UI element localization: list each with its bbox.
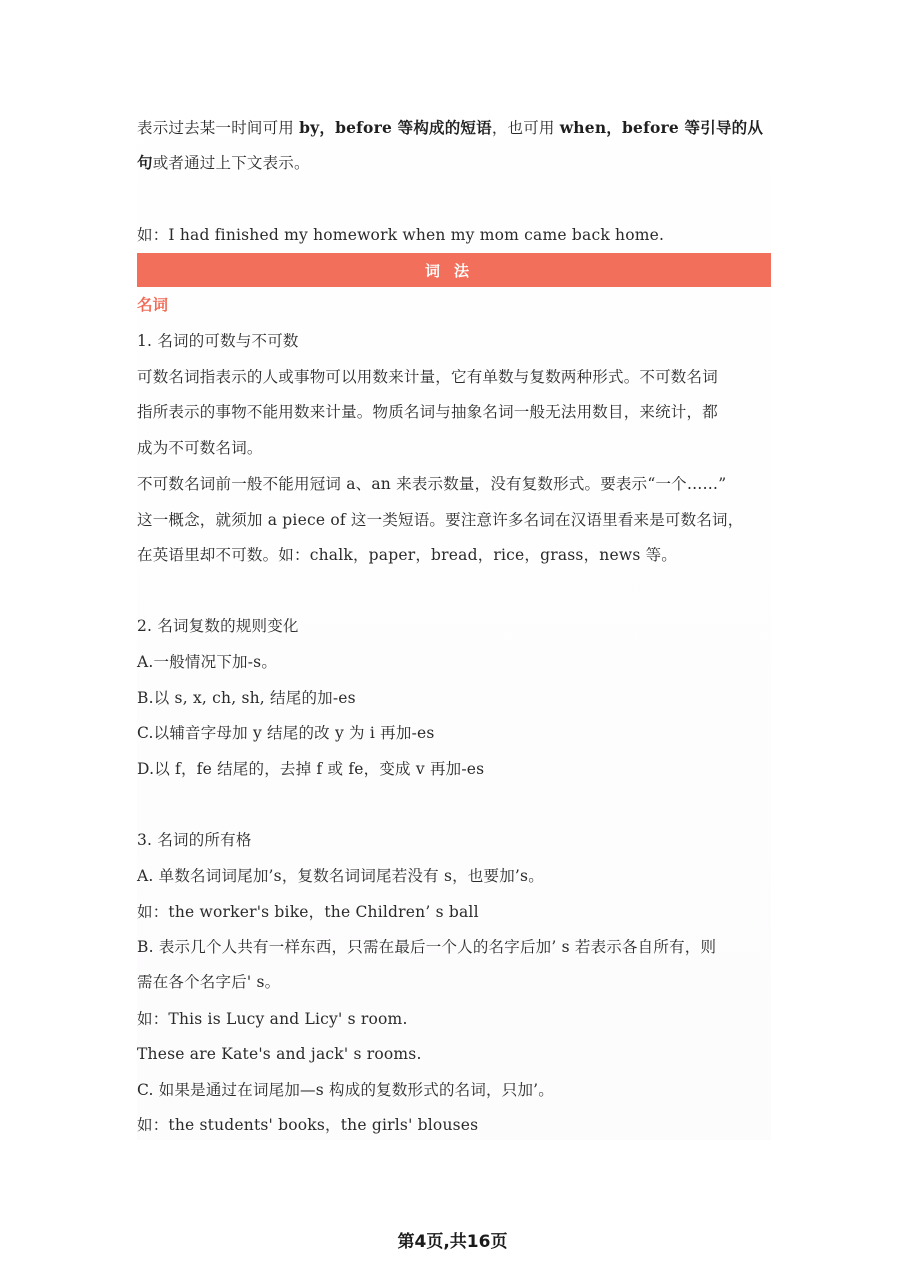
s3-heading: 3. 名词的所有格: [137, 831, 252, 849]
intro-text: ，也可用: [491, 119, 560, 137]
intro-line-2: [137, 153, 771, 173]
s1-p1-line: 可数名词指表示的人或事物可以用数来计量，它有单数与复数两种形式。不可数名词: [137, 368, 718, 386]
section-banner: 词法: [137, 253, 771, 287]
intro-bold-word: 句: [137, 153, 153, 172]
s1-p2-line: 不可数名词前一般不能用冠词 a、an 来表示数量，没有复数形式。要表示“一个……”: [137, 475, 727, 493]
s1-p2-line: 在英语里却不可数。如：chalk，paper，bread，rice，grass，news 等。: [137, 546, 677, 564]
page-number: 第4页,共16页: [397, 1232, 508, 1252]
s2-item: A.一般情况下加-s。: [137, 653, 278, 671]
s3-b-example: 如：This is Lucy and Licy' s room.: [137, 1010, 408, 1028]
s1-p1-line: 成为不可数名词。: [137, 439, 263, 457]
s2-item: C.以辅音字母加 y 结尾的改 y 为 i 再加-es: [137, 724, 435, 742]
s3-a-example: 如：the worker's bike，the Children’ s ball: [137, 903, 479, 921]
s2-heading: 2. 名词复数的规则变化: [137, 617, 299, 635]
s2-item: B.以 s, x, ch, sh, 结尾的加-es: [137, 689, 356, 707]
s3-b-line: B. 表示几个人共有一样东西，只需在最后一个人的名字后加’ s 若表示各自所有，则: [137, 938, 717, 956]
s1-p2-line: 这一概念，就须加 a piece of 这一类短语。要注意许多名词在汉语里看来是可数名词，: [137, 511, 744, 529]
intro-line-1: [137, 118, 771, 138]
section-title: 名词: [137, 296, 169, 314]
s1-p1-line: 指所表示的事物不能用数来计量。物质名词与抽象名词一般无法用数目，来统计，都: [137, 403, 718, 421]
s3-a: A. 单数名词词尾加’s，复数名词词尾若没有 s，也要加’s。: [137, 867, 544, 885]
s1-heading: 1. 名词的可数与不可数: [137, 332, 299, 350]
intro-bold-phrase: by，before 等构成的短语: [299, 118, 492, 137]
s3-c: C. 如果是通过在词尾加—s 构成的复数形式的名词，只加’。: [137, 1081, 554, 1099]
s3-b-line: 需在各个名字后' s。: [137, 973, 281, 991]
intro-bold-clause: when，before 等引导的从: [559, 118, 764, 137]
intro-text: 或者通过上下文表示。: [152, 154, 310, 172]
s3-b-example: These are Kate's and jack' s rooms.: [137, 1045, 422, 1063]
s3-c-example: 如：the students' books，the girls' blouses: [137, 1116, 479, 1134]
intro-example: 如：I had finished my homework when my mom came back home.: [137, 226, 665, 244]
intro-text: 表示过去某一时间可用: [137, 119, 300, 137]
s2-item: D.以 f，fe 结尾的，去掉 f 或 fe，变成 v 再加-es: [137, 760, 485, 778]
